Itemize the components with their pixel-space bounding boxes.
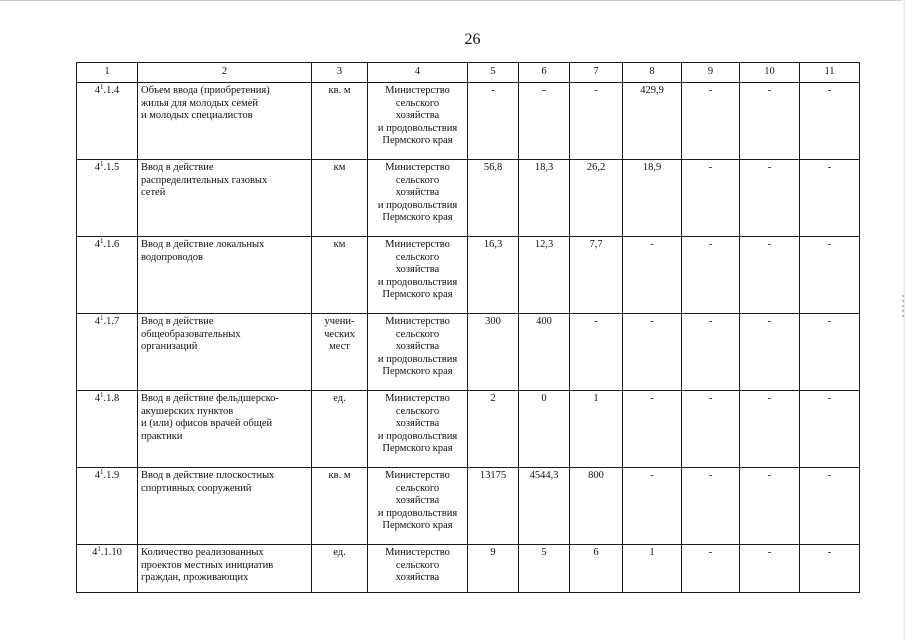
row-code-cell xyxy=(77,160,138,237)
row-code-cell xyxy=(77,391,138,468)
row-code-cell xyxy=(77,83,138,160)
indicator-name-line: организаций xyxy=(141,341,198,353)
value-cell-col-6: 0 xyxy=(519,391,570,468)
responsible-executor-line: хозяйства xyxy=(395,187,440,199)
unit-of-measure xyxy=(312,314,368,391)
table-row xyxy=(77,83,860,160)
value-cell-col-6: 12,3 xyxy=(519,237,570,314)
row-code-superscript: 1 xyxy=(100,391,104,399)
page-number: 26 xyxy=(464,31,481,48)
responsible-executor xyxy=(368,468,468,545)
unit-of-measure-line: мест xyxy=(329,341,350,353)
data-table xyxy=(76,62,860,593)
responsible-executor-line: и продовольствия xyxy=(377,507,458,519)
responsible-executor xyxy=(368,237,468,314)
column-header-7: 7 xyxy=(570,63,623,83)
unit-of-measure-line: учени- xyxy=(324,316,355,327)
column-header-3: 3 xyxy=(312,63,368,83)
unit-of-measure xyxy=(312,468,368,545)
value-cell-col-6: 18,3 xyxy=(519,160,570,237)
indicator-name-line: распределительных газовых xyxy=(141,174,268,186)
row-code-main: 4 xyxy=(94,162,100,173)
responsible-executor-line: хозяйства xyxy=(395,418,440,430)
responsible-executor xyxy=(368,391,468,468)
value-cell-col-11: - xyxy=(800,391,860,468)
column-header-6: 6 xyxy=(519,63,570,83)
column-header-5: 5 xyxy=(468,63,519,83)
value-cell-col-8: 1 xyxy=(623,545,682,593)
scan-specks xyxy=(902,295,904,317)
value-cell-col-5: 16,3 xyxy=(468,237,519,314)
row-code-superscript: 1 xyxy=(100,160,104,168)
row-code-cell xyxy=(77,237,138,314)
unit-of-measure xyxy=(312,83,368,160)
indicator-name xyxy=(138,391,312,468)
indicator-name-line: жилья для молодых семей xyxy=(141,97,258,109)
value-cell-col-10: - xyxy=(740,314,800,391)
unit-of-measure xyxy=(312,545,368,593)
value-cell-col-7: 6 xyxy=(570,545,623,593)
indicator-name-line: спортивных сооружений xyxy=(141,482,252,494)
responsible-executor xyxy=(368,83,468,160)
responsible-executor xyxy=(368,545,468,593)
value-cell-col-7: 1 xyxy=(570,391,623,468)
indicator-name xyxy=(138,314,312,391)
responsible-executor-line: сельского xyxy=(395,405,440,417)
row-code-suffix: .1.5 xyxy=(103,162,120,173)
scan-border-top xyxy=(0,0,905,1)
value-cell-col-5: 13175 xyxy=(468,468,519,545)
row-code-cell xyxy=(77,545,138,593)
row-code-superscript: 1 xyxy=(100,237,104,245)
indicator-name-line: Количество реализованных xyxy=(141,547,264,558)
value-cell-col-9: - xyxy=(682,545,740,593)
row-code-superscript: 1 xyxy=(97,545,101,553)
value-cell-col-11: - xyxy=(800,237,860,314)
responsible-executor-line: сельского xyxy=(395,97,440,109)
responsible-executor-line: Пермского края xyxy=(382,135,453,147)
indicator-name xyxy=(138,545,312,593)
unit-of-measure-line: кв. м xyxy=(328,470,351,481)
value-cell-col-5: 56,8 xyxy=(468,160,519,237)
value-cell-col-10: - xyxy=(740,83,800,160)
row-code-main: 4 xyxy=(94,316,100,327)
indicator-name-line: общеобразовательных xyxy=(141,328,241,340)
row-code-suffix: .1.7 xyxy=(103,316,120,327)
column-header-4: 4 xyxy=(368,63,468,83)
unit-of-measure-line: ческих xyxy=(324,328,355,340)
value-cell-col-6: 400 xyxy=(519,314,570,391)
row-code-main: 4 xyxy=(94,470,100,481)
table-body xyxy=(77,63,860,593)
indicator-name-line: Ввод в действие xyxy=(141,162,214,173)
value-cell-col-9: - xyxy=(682,391,740,468)
value-cell-col-8: - xyxy=(623,237,682,314)
value-cell-col-9: - xyxy=(682,83,740,160)
row-code-cell xyxy=(77,468,138,545)
value-cell-col-11: - xyxy=(800,545,860,593)
indicator-name-line: Ввод в действие локальных xyxy=(141,239,265,250)
responsible-executor-line: Министерство xyxy=(385,316,450,327)
value-cell-col-7: 7,7 xyxy=(570,237,623,314)
indicator-name xyxy=(138,468,312,545)
column-header-9: 9 xyxy=(682,63,740,83)
row-code-main: 4 xyxy=(94,85,100,96)
value-cell-col-5: 300 xyxy=(468,314,519,391)
indicator-name-line: акушерских пунктов xyxy=(141,405,234,417)
value-cell-col-11: - xyxy=(800,314,860,391)
row-code-main: 4 xyxy=(94,239,100,250)
value-cell-col-8: 18,9 xyxy=(623,160,682,237)
responsible-executor-line: Министерство xyxy=(385,547,450,558)
value-cell-col-8: - xyxy=(623,468,682,545)
unit-of-measure xyxy=(312,391,368,468)
value-cell-col-11: - xyxy=(800,160,860,237)
responsible-executor-line: хозяйства xyxy=(395,572,440,584)
value-cell-col-7: - xyxy=(570,83,623,160)
unit-of-measure-line: кв. м xyxy=(328,85,351,96)
row-code-cell xyxy=(77,314,138,391)
table-row xyxy=(77,391,860,468)
unit-of-measure xyxy=(312,160,368,237)
indicator-name-line: и молодых специалистов xyxy=(141,110,253,122)
value-cell-col-8: - xyxy=(623,391,682,468)
responsible-executor-line: Пермского края xyxy=(382,520,453,532)
value-cell-col-7: - xyxy=(570,314,623,391)
responsible-executor-line: и продовольствия xyxy=(377,430,458,442)
responsible-executor-line: Пермского края xyxy=(382,289,453,301)
indicator-name-line: практики xyxy=(141,430,183,442)
responsible-executor-line: Министерство xyxy=(385,162,450,173)
responsible-executor-line: хозяйства xyxy=(395,110,440,122)
column-header-11: 11 xyxy=(800,63,860,83)
value-cell-col-5: 2 xyxy=(468,391,519,468)
responsible-executor-line: сельского xyxy=(395,174,440,186)
value-cell-col-8: - xyxy=(623,314,682,391)
indicator-name-line: и (или) офисов врачей общей xyxy=(141,418,273,430)
value-cell-col-5: 9 xyxy=(468,545,519,593)
table-row xyxy=(77,545,860,593)
responsible-executor-line: Министерство xyxy=(385,239,450,250)
table-row xyxy=(77,468,860,545)
unit-of-measure xyxy=(312,237,368,314)
row-code-main: 4 xyxy=(92,547,98,558)
column-header-8: 8 xyxy=(623,63,682,83)
value-cell-col-10: - xyxy=(740,391,800,468)
responsible-executor-line: Министерство xyxy=(385,393,450,404)
responsible-executor-line: хозяйства xyxy=(395,341,440,353)
value-cell-col-7: 26,2 xyxy=(570,160,623,237)
value-cell-col-10: - xyxy=(740,468,800,545)
row-code-suffix: .1.8 xyxy=(103,393,120,404)
value-cell-col-10: - xyxy=(740,237,800,314)
table-row xyxy=(77,237,860,314)
row-code-suffix: .1.9 xyxy=(103,470,120,481)
responsible-executor-line: Пермского края xyxy=(382,443,453,455)
responsible-executor-line: и продовольствия xyxy=(377,199,458,211)
row-code-main: 4 xyxy=(94,393,100,404)
column-header-10: 10 xyxy=(740,63,800,83)
responsible-executor-line: и продовольствия xyxy=(377,353,458,365)
indicator-name-line: Ввод в действие xyxy=(141,316,214,327)
value-cell-col-10: - xyxy=(740,160,800,237)
indicator-name xyxy=(138,160,312,237)
responsible-executor xyxy=(368,160,468,237)
responsible-executor-line: сельского xyxy=(395,251,440,263)
row-code-suffix: .1.10 xyxy=(100,547,122,558)
unit-of-measure-line: ед. xyxy=(333,393,346,404)
indicator-name xyxy=(138,237,312,314)
column-header-1: 1 xyxy=(77,63,138,83)
value-cell-col-9: - xyxy=(682,160,740,237)
value-cell-col-6: 4544,3 xyxy=(519,468,570,545)
unit-of-measure-line: км xyxy=(333,162,346,173)
header-row xyxy=(77,63,860,83)
row-code-superscript: 1 xyxy=(100,468,104,476)
responsible-executor-line: Министерство xyxy=(385,85,450,96)
indicator-name-line: Объем ввода (приобретения) xyxy=(141,85,270,96)
responsible-executor-line: сельского xyxy=(395,559,440,571)
responsible-executor-line: и продовольствия xyxy=(377,122,458,134)
indicator-name-line: сетей xyxy=(141,187,166,199)
unit-of-measure-line: ед. xyxy=(333,547,346,558)
responsible-executor-line: Пермского края xyxy=(382,366,453,378)
responsible-executor-line: хозяйства xyxy=(395,264,440,276)
value-cell-col-11: - xyxy=(800,468,860,545)
indicator-name-line: Ввод в действие фельдшерско- xyxy=(141,393,279,404)
unit-of-measure-line: км xyxy=(333,239,346,250)
row-code-superscript: 1 xyxy=(100,83,104,91)
column-header-2: 2 xyxy=(138,63,312,83)
value-cell-col-8: 429,9 xyxy=(623,83,682,160)
responsible-executor-line: Пермского края xyxy=(382,212,453,224)
row-code-suffix: .1.6 xyxy=(103,239,120,250)
responsible-executor-line: и продовольствия xyxy=(377,276,458,288)
value-cell-col-5: - xyxy=(468,83,519,160)
value-cell-col-9: - xyxy=(682,314,740,391)
value-cell-col-7: 800 xyxy=(570,468,623,545)
indicator-name-line: проектов местных инициатив xyxy=(141,559,274,571)
indicator-name-line: Ввод в действие плоскостных xyxy=(141,470,275,481)
responsible-executor-line: Министерство xyxy=(385,470,450,481)
indicator-name-line: водопроводов xyxy=(141,251,203,263)
responsible-executor-line: хозяйства xyxy=(395,495,440,507)
indicator-name-line: граждан, проживающих xyxy=(141,572,249,584)
row-code-suffix: .1.4 xyxy=(103,85,120,96)
responsible-executor-line: сельского xyxy=(395,482,440,494)
value-cell-col-6: - xyxy=(519,83,570,160)
indicator-name xyxy=(138,83,312,160)
value-cell-col-10: - xyxy=(740,545,800,593)
responsible-executor-line: сельского xyxy=(395,328,440,340)
table-row xyxy=(77,314,860,391)
value-cell-col-9: - xyxy=(682,468,740,545)
value-cell-col-6: 5 xyxy=(519,545,570,593)
row-code-superscript: 1 xyxy=(100,314,104,322)
responsible-executor xyxy=(368,314,468,391)
value-cell-col-11: - xyxy=(800,83,860,160)
table-row xyxy=(77,160,860,237)
value-cell-col-9: - xyxy=(682,237,740,314)
